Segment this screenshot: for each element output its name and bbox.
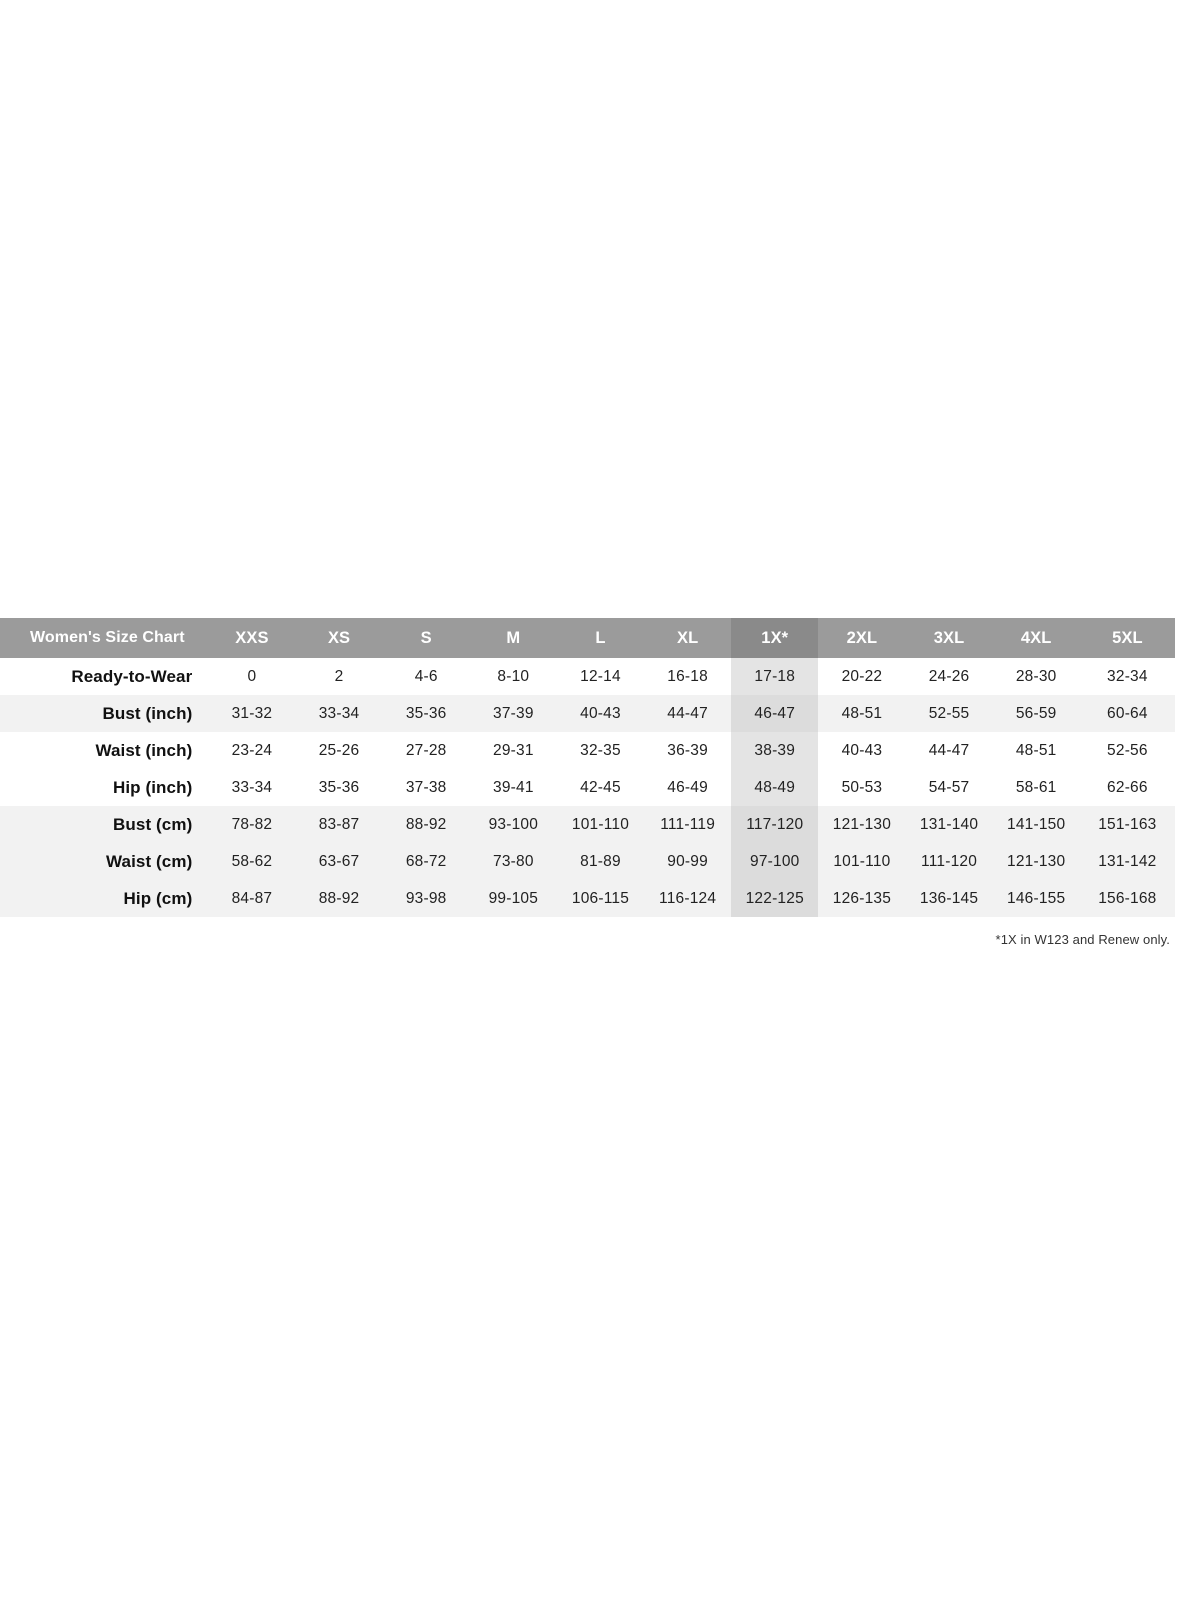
cell: 35-36 <box>318 778 360 796</box>
cell: 56-59 <box>1015 704 1057 722</box>
cell: 60-64 <box>1107 704 1148 722</box>
cell: 121-130 <box>1007 852 1066 870</box>
cell: 126-135 <box>832 889 892 907</box>
cell: 12-14 <box>580 667 621 685</box>
table-row <box>0 658 1175 695</box>
table-row <box>0 843 1175 880</box>
size-header-l: L <box>595 629 606 647</box>
cell: 28-30 <box>1015 667 1057 685</box>
table-row <box>0 695 1175 732</box>
cell: 151-163 <box>1098 815 1157 833</box>
cell: 121-130 <box>832 815 892 833</box>
cell: 73-80 <box>493 852 534 870</box>
row-label-hip-cm: Hip (cm) <box>123 888 193 908</box>
cell: 25-26 <box>318 741 360 759</box>
cell: 42-45 <box>580 778 621 796</box>
table-row <box>0 880 1175 917</box>
cell: 136-145 <box>919 889 979 907</box>
cell: 20-22 <box>841 667 883 685</box>
cell: 62-66 <box>1107 778 1148 796</box>
cell: 78-82 <box>231 815 273 833</box>
cell: 36-39 <box>667 741 708 759</box>
size-header-m: M <box>506 629 521 647</box>
table-row <box>0 732 1175 769</box>
cell-highlight: 46-47 <box>731 695 818 732</box>
cell: 33-34 <box>231 778 273 796</box>
cell-highlight: 117-120 <box>731 806 818 843</box>
cell: 24-26 <box>928 667 970 685</box>
table-header <box>0 618 1175 658</box>
cell: 33-34 <box>318 704 360 722</box>
table-row <box>0 769 1175 806</box>
cell: 46-49 <box>667 778 708 796</box>
cell: 32-35 <box>580 741 621 759</box>
cell: 48-51 <box>1015 741 1057 759</box>
size-header-xl: XL <box>676 629 699 647</box>
cell: 52-56 <box>1107 741 1148 759</box>
cell: 111-120 <box>921 852 978 870</box>
cell-highlight: 48-49 <box>731 769 818 806</box>
size-header-3xl: 3XL <box>933 629 965 647</box>
cell: 58-62 <box>231 852 273 870</box>
cell: 27-28 <box>405 741 447 759</box>
cell: 16-18 <box>667 667 708 685</box>
cell: 0 <box>247 667 257 685</box>
cell: 54-57 <box>928 778 970 796</box>
cell: 37-38 <box>405 778 447 796</box>
cell: 58-61 <box>1015 778 1057 796</box>
row-label-waist-inch: Waist (inch) <box>95 740 193 760</box>
chart-title-cell: Women's Size Chart <box>30 629 185 646</box>
row-label-hip-inch: Hip (inch) <box>112 777 193 797</box>
cell: 40-43 <box>580 704 621 722</box>
cell: 48-51 <box>841 704 883 722</box>
cell: 37-39 <box>493 704 534 722</box>
size-header-xxs: XXS <box>235 629 269 647</box>
row-label-waist-cm: Waist (cm) <box>106 851 193 871</box>
table-body <box>0 658 1175 917</box>
size-header-s: S <box>420 629 432 647</box>
cell: 52-55 <box>928 704 970 722</box>
cell: 50-53 <box>841 778 883 796</box>
table-row <box>0 806 1175 843</box>
cell: 40-43 <box>841 741 883 759</box>
cell: 81-89 <box>580 852 621 870</box>
cell: 156-168 <box>1098 889 1157 907</box>
size-header-1x: 1X* <box>731 618 818 658</box>
cell: 32-34 <box>1107 667 1148 685</box>
cell: 31-32 <box>231 704 273 722</box>
cell: 101-110 <box>571 815 630 833</box>
row-label-bust-inch: Bust (inch) <box>102 703 193 723</box>
cell: 99-105 <box>488 889 539 907</box>
cell: 29-31 <box>493 741 534 759</box>
cell: 90-99 <box>667 852 708 870</box>
cell-highlight: 38-39 <box>731 732 818 769</box>
cell: 88-92 <box>405 815 447 833</box>
cell: 39-41 <box>493 778 534 796</box>
cell-highlight: 97-100 <box>731 843 818 880</box>
cell: 8-10 <box>497 667 530 685</box>
size-header-5xl: 5XL <box>1112 629 1143 647</box>
cell: 93-98 <box>405 889 447 907</box>
cell-highlight: 122-125 <box>731 880 818 917</box>
cell: 44-47 <box>928 741 970 759</box>
cell: 146-155 <box>1007 889 1066 907</box>
cell: 88-92 <box>318 889 360 907</box>
size-header-4xl: 4XL <box>1020 629 1052 647</box>
cell: 44-47 <box>667 704 708 722</box>
cell: 116-124 <box>659 889 717 907</box>
cell: 35-36 <box>405 704 447 722</box>
row-label-ready-to-wear: Ready-to-Wear <box>71 666 193 686</box>
cell-highlight: 17-18 <box>731 658 818 695</box>
cell: 141-150 <box>1007 815 1066 833</box>
cell: 23-24 <box>231 741 273 759</box>
cell: 106-115 <box>571 889 630 907</box>
size-header-2xl: 2XL <box>846 629 878 647</box>
size-chart-container <box>0 618 1175 947</box>
cell: 63-67 <box>318 852 360 870</box>
cell: 83-87 <box>318 815 360 833</box>
cell: 4-6 <box>414 667 438 685</box>
womens-size-chart-table <box>0 618 1175 917</box>
size-header-xs: XS <box>327 629 351 647</box>
cell: 93-100 <box>488 815 539 833</box>
cell: 111-119 <box>660 815 716 833</box>
header-row <box>0 618 1175 658</box>
footnote: *1X in W123 and Renew only. <box>995 932 1170 947</box>
cell: 131-142 <box>1098 852 1157 870</box>
cell: 101-110 <box>833 852 891 870</box>
cell: 131-140 <box>919 815 979 833</box>
cell: 84-87 <box>231 889 273 907</box>
cell: 68-72 <box>405 852 447 870</box>
row-label-bust-cm: Bust (cm) <box>113 814 193 834</box>
cell: 2 <box>334 667 344 685</box>
